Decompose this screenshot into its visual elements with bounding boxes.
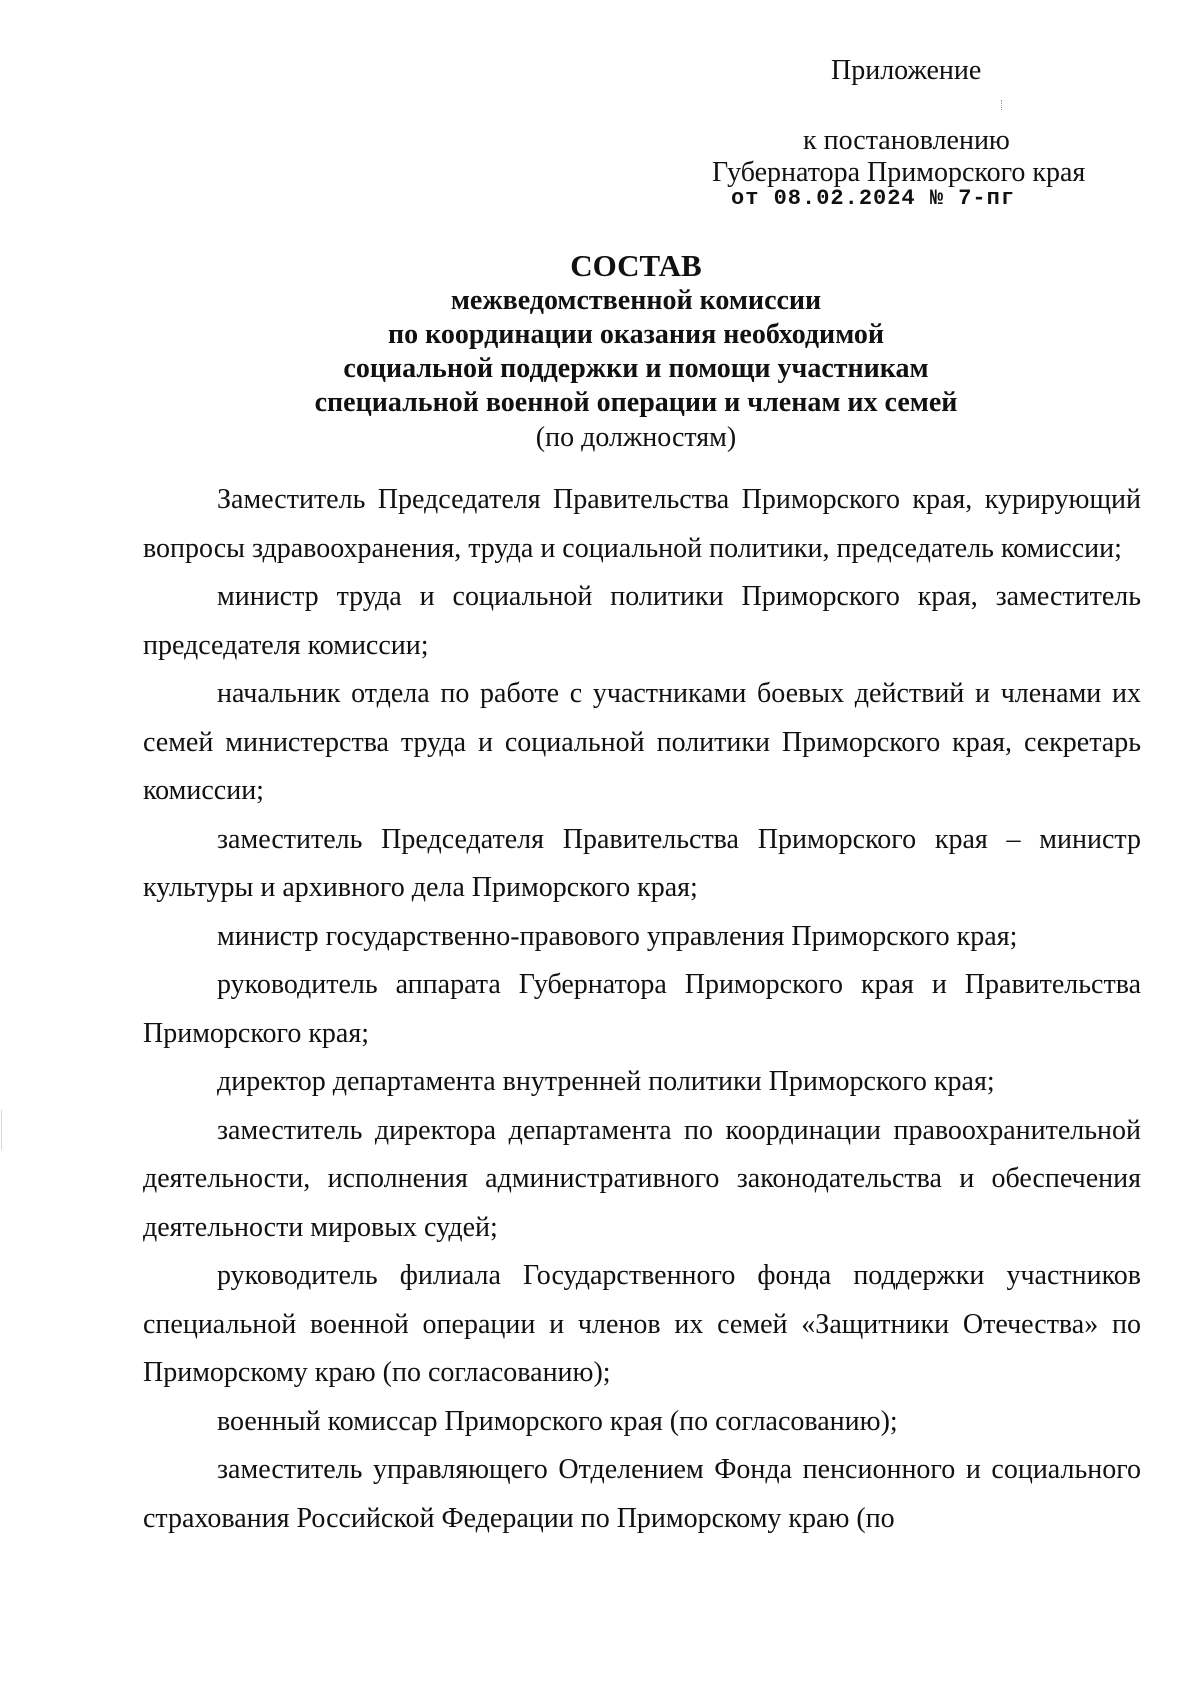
heading-note: (по должностям) [535,422,737,453]
member-entry: руководитель аппарата Губернатора Приморского края и Правительства Приморского края; [143,969,1141,1049]
heading-title: СОСТАВ [570,248,702,283]
scan-edge-mark [1,1110,2,1150]
member-entry: заместитель директора департамента по координации правоохранительной деятельности, исполнения административного законодательства и обеспечения деятельности мировых судей; [143,1114,1141,1243]
heading-line: по координации оказания необходимой [387,319,885,350]
heading-line: социальной поддержки и помощи участникам [343,353,929,384]
approval-authority-line: Губернатора Приморского края [712,157,1086,188]
member-entry: министр труда и социальной политики Приморского края, заместитель председателя комиссии; [143,581,1141,661]
appendix-label: Приложение [831,55,982,86]
heading-line: межведомственной комиссии [450,285,822,316]
document-heading [0,248,1200,456]
approval-reference-line: к постановлению [803,125,1010,156]
scan-dot-mark [1001,100,1004,110]
member-entry: министр государственно-правового управления Приморского края; [217,920,1018,952]
member-entry: руководитель филиала Государственного фонда поддержки участников специальной военной операции и членов их семей «Защитники Отечества» по Приморскому краю (по согласованию); [143,1260,1141,1388]
member-entry: заместитель Председателя Правительства Приморского края – министр культуры и архивного дела Приморского края; [143,823,1141,903]
heading-line: специальной военной операции и членам их семей [314,387,958,418]
member-entry: директор департамента внутренней политики Приморского края; [217,1066,995,1097]
member-entry: Заместитель Председателя Правительства Приморского края, курирующий вопросы здравоохранения, труда и социальной политики, председатель комиссии; [143,484,1141,564]
member-entry: военный комиссар Приморского края (по согласованию); [217,1405,898,1437]
approval-date-number-stamp: от 08.02.2024 № 7-пг [731,186,1016,211]
member-list [143,476,1141,1543]
member-entry: заместитель управляющего Отделением Фонда пенсионного и социального страхования Российской Федерации по Приморскому краю (по [143,1454,1141,1534]
member-entry: начальник отдела по работе с участниками боевых действий и членами их семей министерства труда и социальной политики Приморского края, секретарь комиссии; [143,678,1141,806]
